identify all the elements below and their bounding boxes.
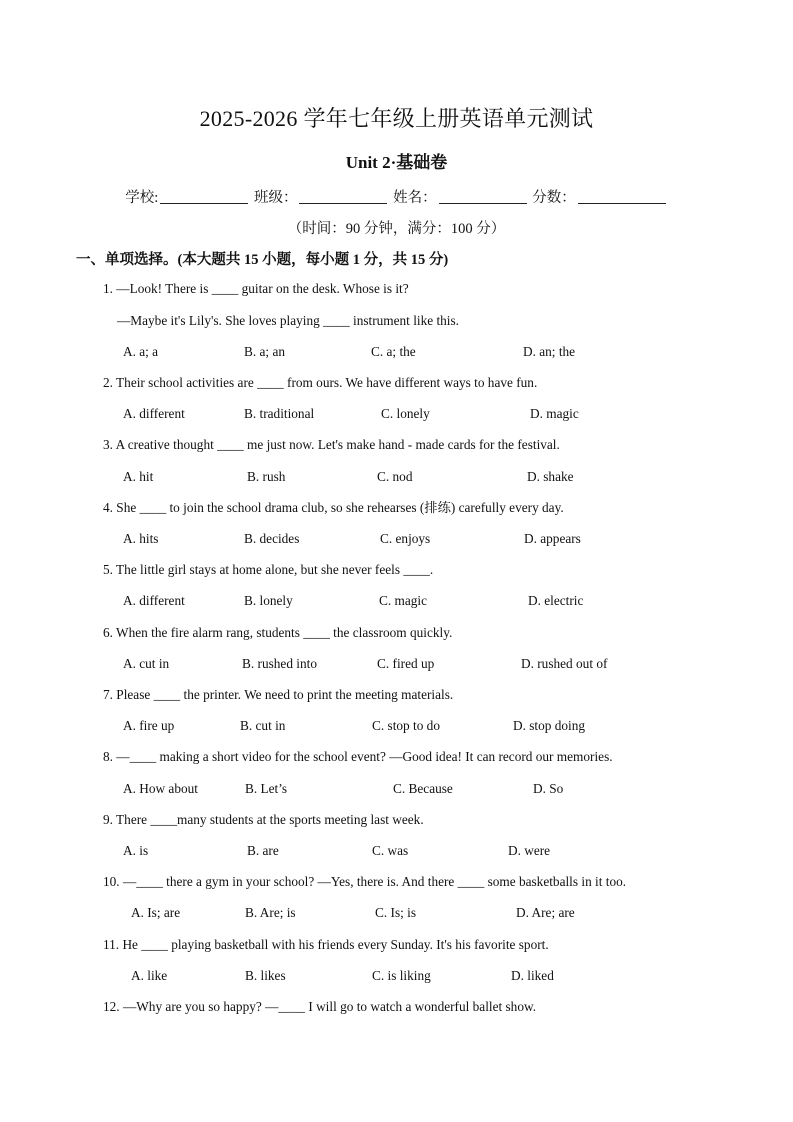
school-label: 学校: [125,190,159,206]
option-b: B. traditional [244,406,315,421]
question-stem-continued: —Maybe it's Lily's. She loves playing ____ instrument like this. [117,313,459,328]
option-a: A. is [123,843,149,858]
option-d: D. Are; are [516,905,575,920]
question-stem: 5. The little girl stays at home alone, but she never feels ____. [103,562,434,577]
option-b: B. lonely [244,593,293,608]
score-label: 分数： [532,190,576,206]
option-d: D. So [533,781,564,796]
option-d: D. magic [530,406,579,421]
question-stem: 3. A creative thought ____ me just now. Let's make hand - made cards for the festival. [103,437,560,452]
student-info-line [0,186,793,207]
option-a: A. cut in [123,656,170,671]
option-d: D. stop doing [513,718,586,733]
option-d: D. were [508,843,551,858]
name-label: 姓名： [393,190,437,206]
question-stem: 2. Their school activities are ____ from ours. We have different ways to have fun. [103,375,538,390]
question-stem: 8. —____ making a short video for the school event? —Good idea! It can record our memories. [103,749,613,764]
option-a: A. fire up [123,718,175,733]
option-a: A. different [123,406,185,421]
option-c: C. Is; is [375,905,417,920]
option-c: C. magic [379,593,428,608]
option-d: D. an; the [523,344,576,359]
question-stem: 1. —Look! There is ____ guitar on the desk. Whose is it? [103,281,409,296]
option-c: C. enjoys [380,531,431,546]
option-c: C. was [372,843,409,858]
option-c: C. nod [377,469,413,484]
option-a: A. hit [123,469,154,484]
class-label: 班级： [253,190,298,206]
option-c: C. a; the [371,344,416,359]
option-c: C. lonely [381,406,430,421]
option-b: B. rush [247,469,286,484]
option-b: B. likes [245,968,286,983]
name-blank [439,189,527,204]
option-a: A. different [123,593,185,608]
option-a: A. Is; are [131,905,181,920]
option-d: D. shake [527,469,574,484]
question-stem: 10. —____ there a gym in your school? —Yes, there is. And there ____ some basketballs in it too. [103,874,627,889]
question-stem: 6. When the fire alarm rang, students ____ the classroom quickly. [103,625,453,640]
option-b: B. cut in [240,718,286,733]
exam-title: 2025-2026 学年七年级上册英语单元测试 [199,106,594,131]
question-stem: 4. She ____ to join the school drama club, so she rehearses (排练) carefully every day. [103,500,564,515]
school-blank [160,189,248,204]
option-c: C. is liking [372,968,431,983]
question-stem: 12. —Why are you so happy? —____ I will go to watch a wonderful ballet show. [103,999,537,1014]
question-stem: 7. Please ____ the printer. We need to print the meeting materials. [103,687,454,702]
option-b: B. Are; is [245,905,296,920]
option-c: C. Because [393,781,453,796]
class-blank [299,189,387,204]
option-b: B. a; an [244,344,285,359]
option-a: A. like [131,968,168,983]
option-b: B. rushed into [242,656,317,671]
option-b: B. decides [244,531,300,546]
question-stem: 11. He ____ playing basketball with his friends every Sunday. It's his favorite sport. [103,937,549,952]
score-blank [578,189,666,204]
time-note: （时间：90 分钟，满分：100 分） [287,221,506,237]
option-d: D. appears [524,531,581,546]
option-a: A. hits [123,531,159,546]
question-stem: 9. There ____many students at the sports meeting last week. [103,812,424,827]
option-d: D. liked [511,968,554,983]
option-c: C. fired up [377,656,435,671]
option-a: A. a; a [123,344,159,359]
option-d: D. electric [528,593,584,608]
option-a: A. How about [123,781,198,796]
option-b: B. are [247,843,279,858]
exam-subtitle: Unit 2·基础卷 [345,153,448,172]
option-c: C. stop to do [372,718,440,733]
option-d: D. rushed out of [521,656,608,671]
option-b: B. Let’s [245,781,288,796]
section-heading: 一、单项选择。(本大题共 15 小题，每小题 1 分，共 15 分) [76,252,449,268]
